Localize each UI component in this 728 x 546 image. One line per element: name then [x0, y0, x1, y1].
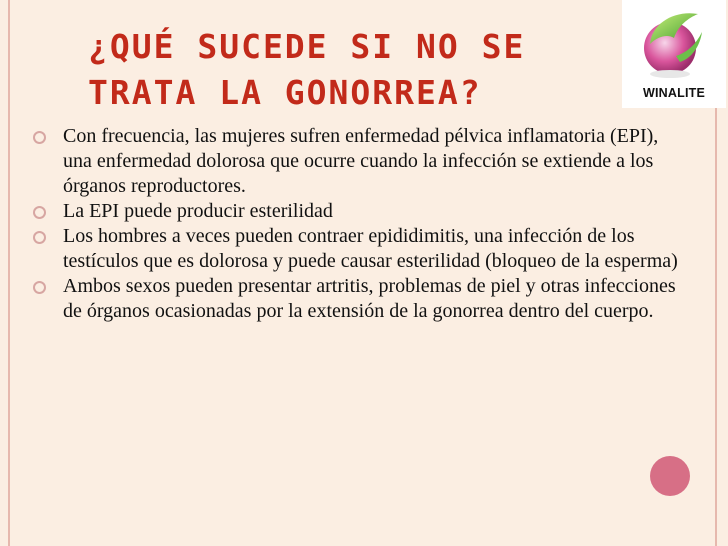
winalite-logo — [622, 0, 726, 108]
bullet-item — [30, 199, 680, 224]
bullet-marker-icon — [33, 206, 46, 219]
bullet-marker-icon — [33, 231, 46, 244]
bullet-marker-icon — [33, 281, 46, 294]
bullet-text: Ambos sexos pueden presentar artritis, problemas de piel y otras infecciones de órganos ocasionadas por la extensión de la gonorrea dentro del cuerpo. — [63, 275, 676, 322]
left-border-line — [8, 0, 10, 546]
winalite-logo-icon — [640, 4, 708, 82]
winalite-logo-text: WINALITE — [642, 86, 705, 100]
decorative-circle — [650, 456, 690, 496]
bullet-item — [30, 224, 680, 274]
bullet-item — [30, 274, 680, 324]
bullet-list — [30, 124, 680, 324]
slide-title — [88, 24, 608, 116]
slide-title-line-2: TRATA LA GONORREA? — [88, 73, 482, 112]
bullet-text: Con frecuencia, las mujeres sufren enfermedad pélvica inflamatoria (EPI), una enfermedad dolorosa que ocurre cuando la infección se extiende a los órganos reproductores. — [63, 125, 659, 197]
bullet-marker-icon — [33, 131, 46, 144]
bullet-text: Los hombres a veces pueden contraer epididimitis, una infección de los testículos que es dolorosa y puede causar esterilidad (bloqueo de la esperma) — [63, 225, 678, 272]
slide-title-line-1: ¿QUÉ SUCEDE SI NO SE — [88, 27, 526, 66]
bullet-item — [30, 124, 680, 199]
bullet-text: La EPI puede producir esterilidad — [63, 200, 333, 222]
